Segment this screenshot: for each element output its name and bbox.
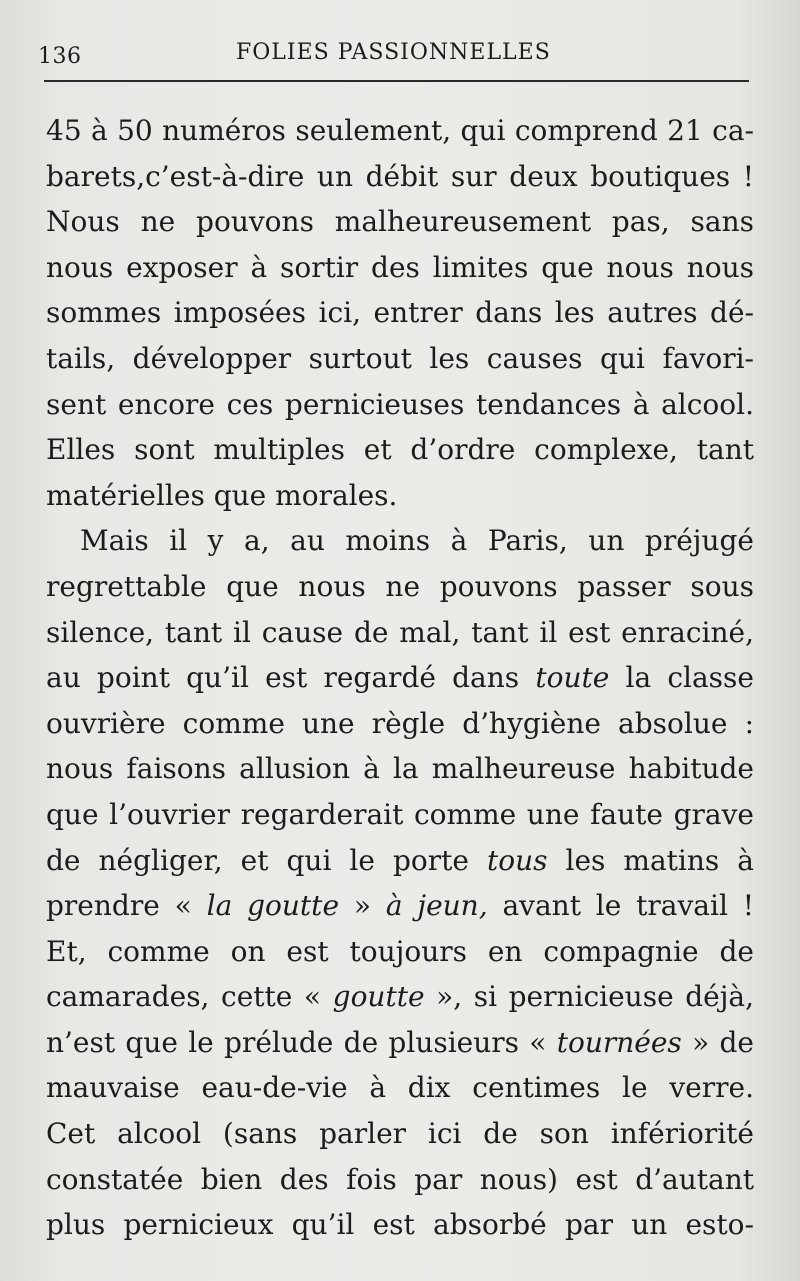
- text-line: [46, 974, 754, 1020]
- text-run: avant le travail !: [487, 889, 755, 923]
- text-line: plus pernicieux qu’il est absorbé par un esto-: [46, 1208, 754, 1242]
- page-number: 136: [38, 44, 82, 69]
- text-line: Cet alcool (sans parler ici de son infériorité: [46, 1117, 754, 1151]
- text-run: » de: [681, 1025, 754, 1059]
- text-run: au point qu’il est regardé dans: [46, 661, 536, 695]
- italic-text: à jeun,: [385, 889, 488, 923]
- text-run: », si pernicieuse déjà,: [424, 980, 754, 1014]
- text-run: les matins à: [547, 843, 754, 877]
- page-header: [38, 34, 758, 74]
- body-text: [46, 108, 754, 1248]
- text-run: »: [339, 889, 386, 923]
- text-line: que l’ouvrier regarderait comme une faute grave: [46, 797, 754, 831]
- paragraph-first-line: Mais il y a, au moins à Paris, un préjugé: [80, 524, 754, 558]
- italic-text: tous: [486, 843, 548, 877]
- text-run: n’est que le prélude de plusieurs «: [46, 1025, 557, 1059]
- text-line: 45 à 50 numéros seulement, qui comprend 21 ca-: [46, 114, 754, 147]
- italic-text: toute: [535, 661, 610, 695]
- text-line: mauvaise eau-de-vie à dix centimes le verre.: [46, 1071, 754, 1105]
- text-line: Elles sont multiples et d’ordre complexe, tant: [46, 433, 754, 467]
- italic-text: goutte: [332, 980, 425, 1014]
- text-line: [46, 655, 754, 701]
- text-line: [46, 883, 754, 929]
- text-line: sommes imposées ici, entrer dans les autres dé-: [46, 296, 754, 330]
- text-run: de négliger, et qui le porte: [46, 843, 487, 877]
- text-line: barets,c’est-à-dire un débit sur deux boutiques !: [46, 159, 754, 193]
- header-rule: [44, 80, 749, 82]
- text-line: nous faisons allusion à la malheureuse habitude: [46, 752, 754, 786]
- text-line: tails, développer surtout les causes qui favori-: [46, 341, 754, 375]
- running-title: FOLIES PASSIONNELLES: [236, 40, 551, 65]
- text-line: [46, 1020, 754, 1066]
- text-run: la classe: [609, 661, 754, 695]
- text-line: nous exposer à sortir des limites que nous nous: [46, 250, 754, 284]
- paragraph-last-line: matérielles que morales.: [46, 478, 398, 512]
- text-line: ouvrière comme une règle d’hygiène absolue :: [46, 706, 754, 740]
- text-line: silence, tant il cause de mal, tant il est enraciné,: [46, 615, 754, 649]
- text-line: constatée bien des fois par nous) est d’autant: [46, 1162, 754, 1196]
- text-line: regrettable que nous ne pouvons passer sous: [46, 569, 754, 603]
- text-run: camarades, cette «: [46, 980, 333, 1014]
- italic-text: tournées: [556, 1025, 682, 1059]
- text-line: sent encore ces pernicieuses tendances à alcool.: [46, 387, 754, 421]
- text-line: Et, comme on est toujours en compagnie de: [46, 934, 754, 968]
- text-line: [46, 838, 754, 884]
- text-line: Nous ne pouvons malheureusement pas, sans: [46, 205, 754, 239]
- text-run: prendre «: [46, 889, 207, 923]
- italic-text: la goutte: [206, 889, 340, 923]
